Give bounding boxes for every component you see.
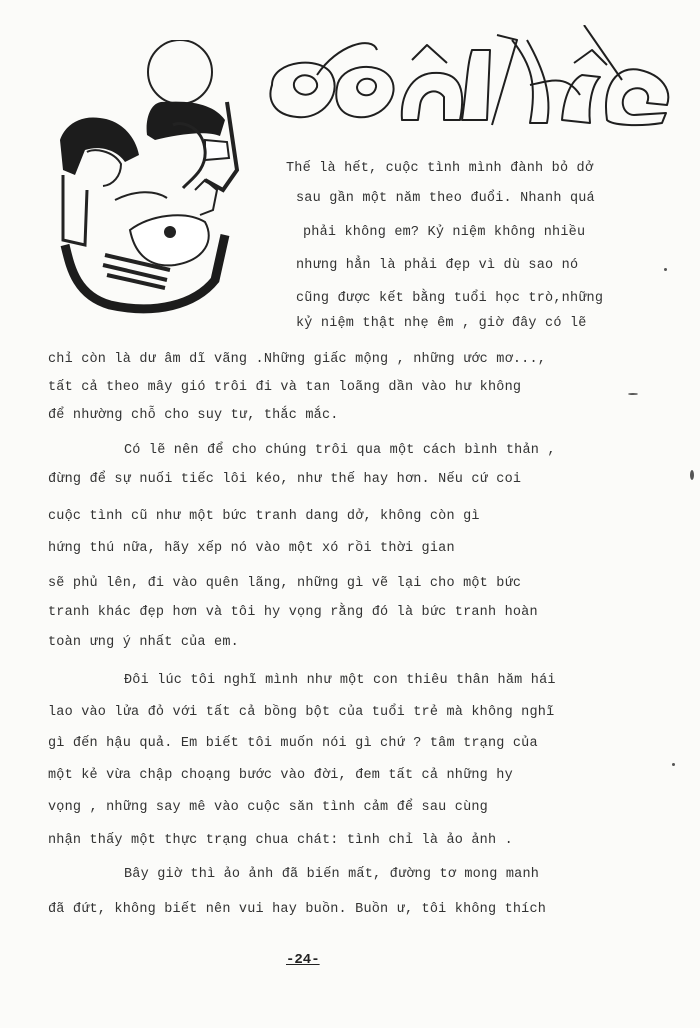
text-line-5: cũng được kết bằng tuổi học trò,những: [296, 291, 604, 306]
text-line-10: Có lẽ nên để cho chúng trôi qua một cách bình thản ,: [124, 443, 556, 458]
ink-speck: [628, 393, 638, 395]
text-line-7: chỉ còn là dư âm dĩ vãng .Những giấc mộng , những ước mơ...,: [48, 352, 547, 367]
text-line-3: phải không em? Kỷ niệm không nhiều: [303, 225, 586, 240]
text-line-21: vọng , những say mê vào cuộc săn tình cảm để sau cùng: [48, 800, 488, 815]
text-line-19: gì đến hậu quả. Em biết tôi muốn nói gì chứ ? tâm trạng của: [48, 736, 538, 751]
text-line-11: đừng để sự nuối tiếc lôi kéo, như thế hay hơn. Nếu cứ coi: [48, 472, 522, 487]
text-line-9: để nhường chỗ cho suy tư, thắc mắc.: [48, 408, 339, 423]
text-line-24: đã đứt, không biết nên vui hay buồn. Buồn ư, tôi không thích: [48, 902, 547, 917]
text-line-22: nhận thấy một thực trạng chua chát: tình chỉ là ảo ảnh .: [48, 833, 513, 848]
text-line-20: một kẻ vừa chập choạng bước vào đời, đem tất cả những hy: [48, 768, 513, 783]
text-line-12: cuộc tình cũ như một bức tranh dang dở, không còn gì: [48, 509, 480, 524]
text-line-15: tranh khác đẹp hơn và tôi hy vọng rằng đó là bức tranh hoàn: [48, 605, 538, 620]
text-line-8: tất cả theo mây gió trôi đi và tan loãng dần vào hư không: [48, 380, 522, 395]
page-number: -24-: [286, 952, 320, 968]
ink-speck: [672, 763, 675, 766]
text-line-18: lao vào lửa đỏ với tất cả bồng bột của tuổi trẻ mà không nghĩ: [48, 705, 555, 720]
text-line-16: toàn ưng ý nhất của em.: [48, 635, 239, 650]
title-lettering: [262, 25, 682, 145]
text-line-4: nhưng hẳn là phải đẹp vì dù sao nó: [296, 258, 579, 273]
couple-illustration: [55, 40, 245, 315]
text-line-13: hứng thú nữa, hãy xếp nó vào một xó rồi thời gian: [48, 541, 455, 556]
text-line-6: kỷ niệm thật nhẹ êm , giờ đây có lẽ: [296, 316, 587, 331]
text-line-1: Thế là hết, cuộc tình mình đành bỏ dở: [286, 161, 594, 176]
text-line-17: Đôi lúc tôi nghĩ mình như một con thiêu thân hăm hái: [124, 673, 556, 688]
text-line-23: Bây giờ thì ảo ảnh đã biến mất, đường tơ mong manh: [124, 867, 540, 882]
ink-speck: [664, 268, 667, 271]
text-line-14: sẽ phủ lên, đi vào quên lãng, những gì vẽ lại cho một bức: [48, 576, 522, 591]
ink-speck: [690, 470, 694, 480]
text-line-2: sau gần một năm theo đuổi. Nhanh quá: [296, 191, 595, 206]
